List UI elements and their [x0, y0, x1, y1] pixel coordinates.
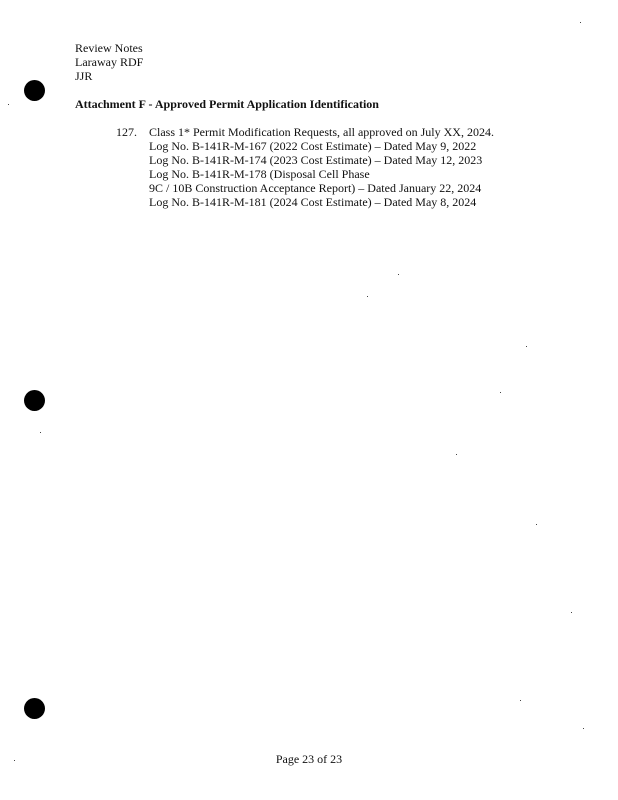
- item-line: Class 1* Permit Modification Requests, all approved on July XX, 2024.: [149, 125, 494, 139]
- scan-speck: [14, 760, 15, 761]
- scan-speck: [8, 104, 9, 105]
- header-line: JJR: [75, 69, 93, 83]
- scan-speck: [571, 612, 572, 613]
- scan-speck: [398, 274, 399, 275]
- scan-speck: [500, 392, 501, 393]
- header-line: Review Notes: [75, 41, 143, 55]
- scan-speck: [526, 346, 527, 347]
- item-line: Log No. B-141R-M-167 (2022 Cost Estimate) – Dated May 9, 2022: [149, 139, 477, 153]
- scan-speck: [456, 454, 457, 455]
- scan-speck: [520, 700, 521, 701]
- binder-hole: [24, 390, 45, 411]
- item-number: 127.: [116, 125, 137, 139]
- binder-hole: [24, 80, 45, 101]
- binder-hole: [24, 698, 45, 719]
- item-line: 9C / 10B Construction Acceptance Report) – Dated January 22, 2024: [149, 181, 482, 195]
- item-line: Log No. B-141R-M-174 (2023 Cost Estimate) – Dated May 12, 2023: [149, 153, 483, 167]
- document-header: [75, 41, 143, 83]
- page-number: Page 23 of 23: [275, 752, 343, 766]
- item-line: Log No. B-141R-M-178 (Disposal Cell Phase: [149, 167, 370, 181]
- scan-speck: [583, 728, 584, 729]
- scan-speck: [40, 432, 41, 433]
- scan-speck: [536, 524, 537, 525]
- item-line: Log No. B-141R-M-181 (2024 Cost Estimate) – Dated May 8, 2024: [149, 195, 477, 209]
- item-body: [149, 125, 494, 209]
- scan-speck: [580, 22, 581, 23]
- header-line: Laraway RDF: [75, 55, 144, 69]
- scan-speck: [367, 296, 368, 297]
- attachment-title: Attachment F - Approved Permit Application Identification: [75, 97, 379, 111]
